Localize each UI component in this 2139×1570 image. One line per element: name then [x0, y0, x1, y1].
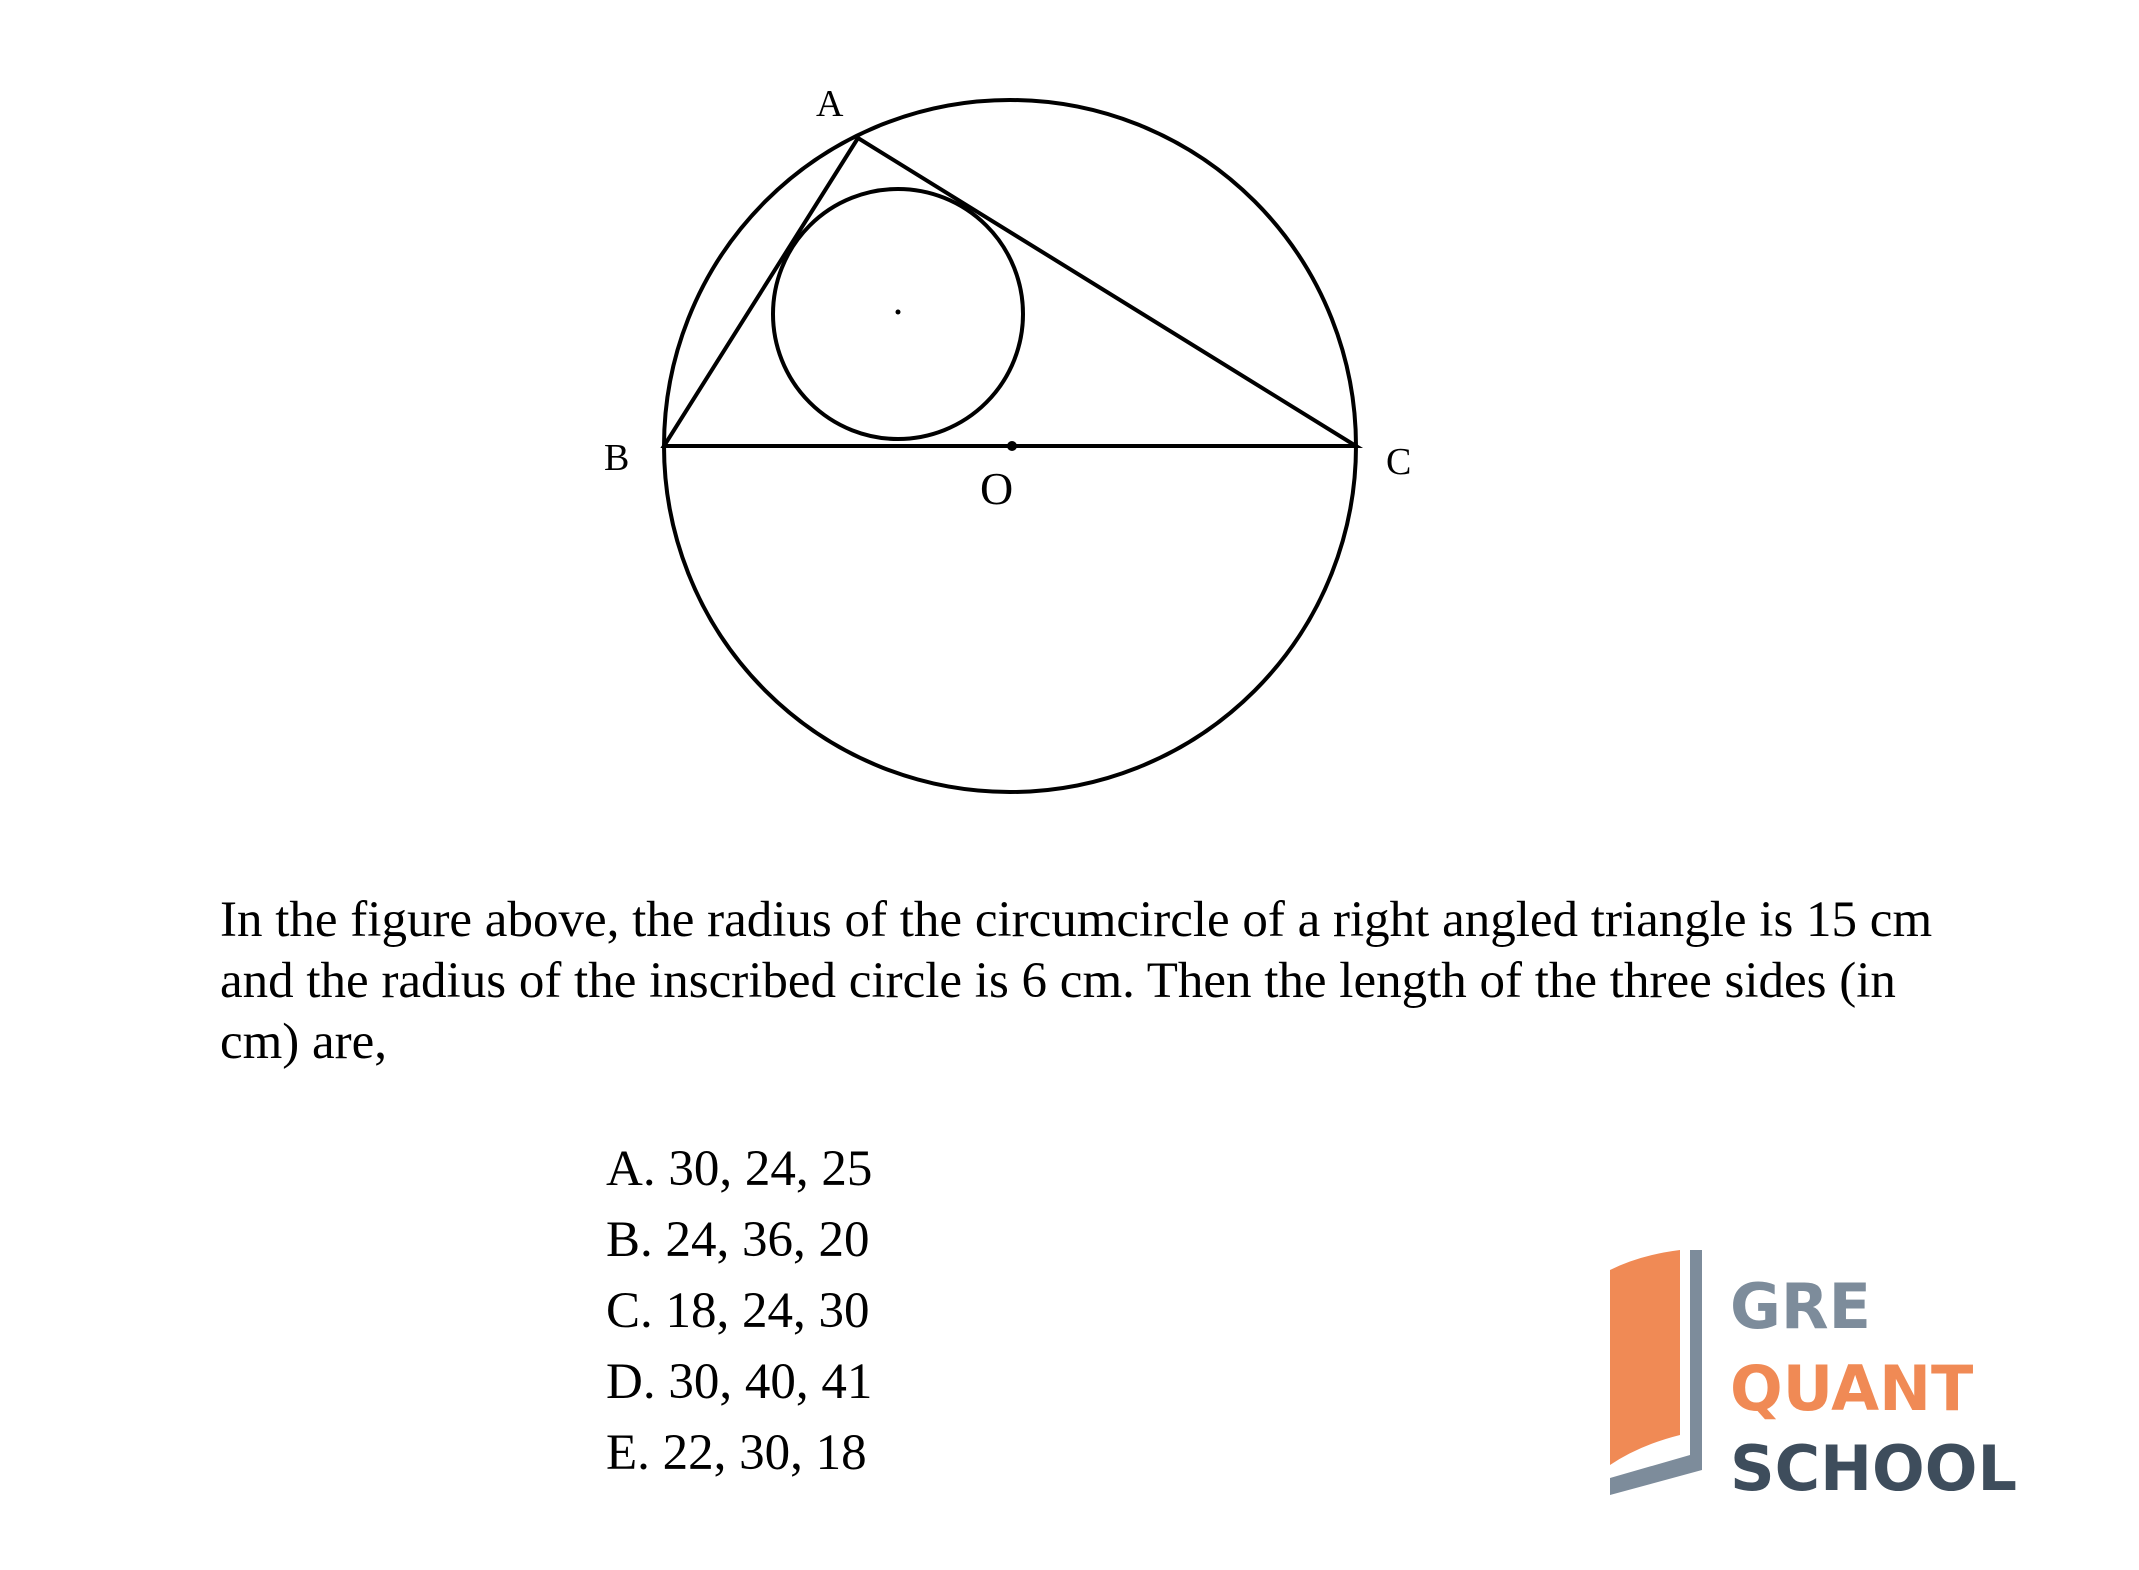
label-vertex-c: C — [1386, 441, 1412, 483]
question-text: In the figure above, the radius of the circumcircle of a right angled triangle is 15 cm and the radius of the inscribed circle is 6 cm. Then the length of the three sides (in cm) are, — [220, 892, 1933, 1070]
label-center-o: O — [980, 463, 1014, 514]
gre-quant-school-logo — [1610, 1250, 2017, 1505]
choice-e[interactable]: E. 22, 30, 18 — [606, 1425, 867, 1481]
logo-word-school: SCHOOL — [1730, 1432, 2017, 1505]
logo-word-gre: GRE — [1730, 1270, 1871, 1343]
label-vertex-b: B — [604, 437, 630, 479]
label-vertex-a: A — [816, 83, 844, 125]
choice-d[interactable]: D. 30, 40, 41 — [606, 1354, 873, 1410]
center-o-point — [1007, 441, 1017, 451]
logo-word-quant: QUANT — [1730, 1352, 1974, 1425]
choice-a[interactable]: A. 30, 24, 25 — [606, 1141, 873, 1197]
incenter-point — [896, 310, 901, 315]
choice-c[interactable]: C. 18, 24, 30 — [606, 1283, 870, 1339]
book-icon — [1610, 1250, 1702, 1495]
answer-choices — [606, 1134, 872, 1489]
choice-b[interactable]: B. 24, 36, 20 — [606, 1212, 870, 1268]
triangle-abc — [664, 138, 1356, 446]
